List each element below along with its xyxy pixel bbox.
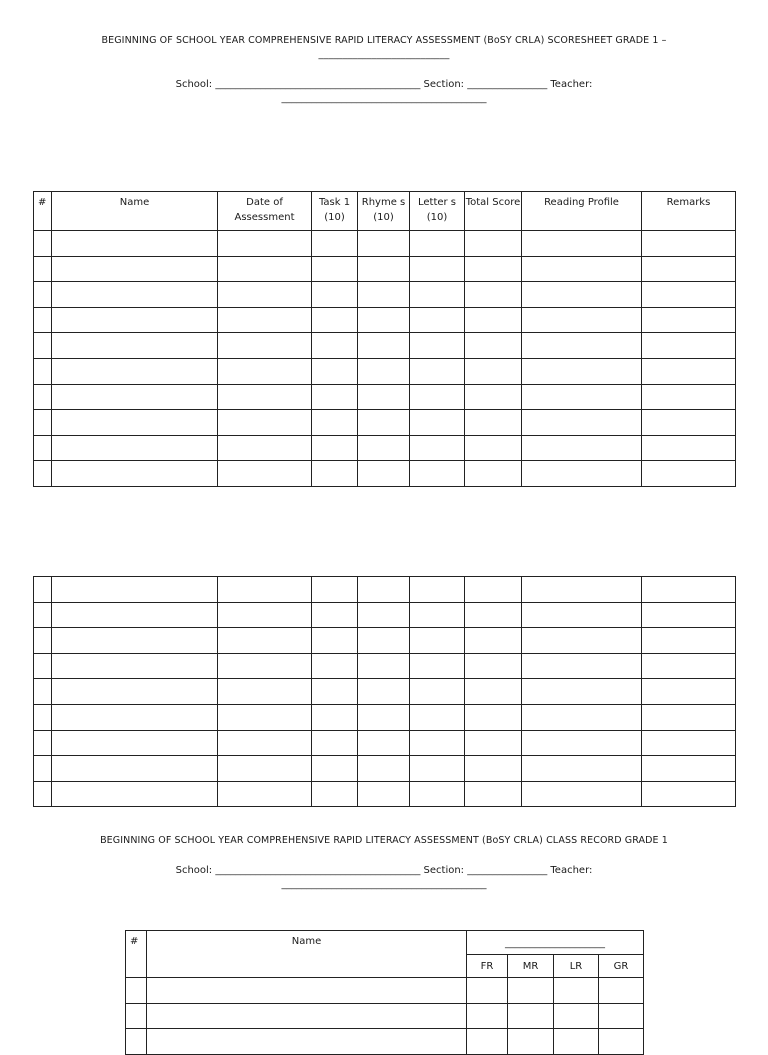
blank-cell <box>34 781 52 807</box>
blank-cell <box>522 333 642 359</box>
blank-cell <box>52 577 218 603</box>
class-record-teacher-blank: _________________________________________ <box>281 879 487 890</box>
class-record-school-line: School: _________________________________________ Section: ________________ Teacher: <box>175 865 593 876</box>
col-header-fr: FR <box>467 955 508 978</box>
blank-cell <box>52 282 218 308</box>
blank-cell <box>312 781 358 807</box>
blank-cell <box>410 679 465 705</box>
col-header-number: # <box>34 192 52 231</box>
blank-cell <box>642 231 736 257</box>
blank-cell <box>52 628 218 654</box>
table-row <box>34 358 736 384</box>
blank-cell <box>312 756 358 782</box>
blank-cell <box>465 461 522 487</box>
col-header-total: Total Score <box>465 192 522 231</box>
blank-cell <box>34 730 52 756</box>
blank-cell <box>312 461 358 487</box>
blank-cell <box>312 384 358 410</box>
blank-cell <box>358 781 410 807</box>
blank-cell <box>508 1029 554 1055</box>
blank-cell <box>52 461 218 487</box>
blank-cell <box>34 756 52 782</box>
blank-cell <box>522 679 642 705</box>
blank-cell <box>358 307 410 333</box>
blank-cell <box>358 282 410 308</box>
blank-cell <box>52 653 218 679</box>
blank-cell <box>52 602 218 628</box>
blank-cell <box>218 653 312 679</box>
blank-cell <box>52 704 218 730</box>
col-header-remarks: Remarks <box>642 192 736 231</box>
blank-cell <box>218 781 312 807</box>
blank-cell <box>34 256 52 282</box>
blank-cell <box>554 1003 599 1029</box>
blank-cell <box>410 781 465 807</box>
blank-cell <box>467 1029 508 1055</box>
blank-cell <box>410 602 465 628</box>
blank-cell <box>312 282 358 308</box>
blank-cell <box>147 1003 467 1029</box>
col-header-gr: GR <box>599 955 644 978</box>
blank-cell <box>522 231 642 257</box>
scoresheet-title-blank: ___________________________ <box>318 49 450 60</box>
blank-cell <box>147 1029 467 1055</box>
class-record-header-row <box>126 931 644 955</box>
blank-cell <box>410 756 465 782</box>
blank-cell <box>312 435 358 461</box>
col-header-lr: LR <box>554 955 599 978</box>
blank-cell <box>410 461 465 487</box>
blank-cell <box>642 384 736 410</box>
blank-cell <box>410 435 465 461</box>
class-record-col-number: # <box>126 931 147 978</box>
blank-cell <box>218 730 312 756</box>
blank-cell <box>642 730 736 756</box>
blank-cell <box>522 461 642 487</box>
blank-cell <box>52 679 218 705</box>
table-row <box>34 461 736 487</box>
blank-cell <box>642 781 736 807</box>
blank-cell <box>358 358 410 384</box>
class-record-row <box>126 978 644 1004</box>
blank-cell <box>34 679 52 705</box>
blank-cell <box>358 577 410 603</box>
blank-cell <box>126 1003 147 1029</box>
blank-cell <box>522 435 642 461</box>
blank-cell <box>642 410 736 436</box>
blank-cell <box>522 282 642 308</box>
blank-cell <box>465 628 522 654</box>
blank-cell <box>410 231 465 257</box>
blank-cell <box>34 653 52 679</box>
blank-cell <box>410 730 465 756</box>
blank-cell <box>312 628 358 654</box>
scoresheet-body <box>34 231 736 487</box>
blank-cell <box>465 781 522 807</box>
col-header-mr: MR <box>508 955 554 978</box>
table-row <box>34 704 736 730</box>
blank-cell <box>642 756 736 782</box>
blank-cell <box>147 978 467 1004</box>
blank-cell <box>522 756 642 782</box>
class-record-group-blank: ____________________ <box>467 931 644 955</box>
class-record-body <box>126 978 644 1055</box>
blank-cell <box>312 653 358 679</box>
blank-cell <box>34 577 52 603</box>
blank-cell <box>522 256 642 282</box>
blank-cell <box>312 307 358 333</box>
col-header-letters: Letter s (10) <box>410 192 465 231</box>
class-record-title: BEGINNING OF SCHOOL YEAR COMPREHENSIVE RAPID LITERACY ASSESSMENT (BoSY CRLA) CLASS RECORD GRADE 1 <box>100 835 668 846</box>
blank-cell <box>410 410 465 436</box>
table-row <box>34 384 736 410</box>
blank-cell <box>465 410 522 436</box>
blank-cell <box>218 602 312 628</box>
blank-cell <box>522 358 642 384</box>
blank-cell <box>218 256 312 282</box>
blank-cell <box>642 435 736 461</box>
blank-cell <box>642 282 736 308</box>
blank-cell <box>410 704 465 730</box>
table-row <box>34 679 736 705</box>
col-header-rhymes: Rhyme s (10) <box>358 192 410 231</box>
blank-cell <box>34 410 52 436</box>
blank-cell <box>312 256 358 282</box>
blank-cell <box>312 577 358 603</box>
blank-cell <box>465 384 522 410</box>
blank-cell <box>34 384 52 410</box>
blank-cell <box>467 1003 508 1029</box>
col-header-profile: Reading Profile <box>522 192 642 231</box>
blank-cell <box>522 384 642 410</box>
col-header-task1: Task 1 (10) <box>312 192 358 231</box>
blank-cell <box>522 628 642 654</box>
blank-cell <box>358 256 410 282</box>
col-header-name: Name <box>52 192 218 231</box>
scoresheet-continued-body <box>34 577 736 807</box>
blank-cell <box>34 704 52 730</box>
blank-cell <box>465 333 522 359</box>
blank-cell <box>599 978 644 1004</box>
blank-cell <box>358 461 410 487</box>
blank-cell <box>358 410 410 436</box>
table-row <box>34 577 736 603</box>
blank-cell <box>410 333 465 359</box>
blank-cell <box>465 256 522 282</box>
blank-cell <box>410 358 465 384</box>
blank-cell <box>642 256 736 282</box>
blank-cell <box>465 653 522 679</box>
blank-cell <box>34 358 52 384</box>
blank-cell <box>218 628 312 654</box>
table-row <box>34 256 736 282</box>
blank-cell <box>465 358 522 384</box>
blank-cell <box>358 333 410 359</box>
class-record-row <box>126 1029 644 1055</box>
blank-cell <box>642 307 736 333</box>
blank-cell <box>52 384 218 410</box>
scoresheet-title: BEGINNING OF SCHOOL YEAR COMPREHENSIVE RAPID LITERACY ASSESSMENT (BoSY CRLA) SCORESHEET GRADE 1 – <box>101 35 667 46</box>
blank-cell <box>312 704 358 730</box>
blank-cell <box>522 730 642 756</box>
blank-cell <box>218 704 312 730</box>
blank-cell <box>34 602 52 628</box>
blank-cell <box>52 307 218 333</box>
blank-cell <box>465 602 522 628</box>
blank-cell <box>126 1029 147 1055</box>
blank-cell <box>312 730 358 756</box>
blank-cell <box>126 978 147 1004</box>
blank-cell <box>52 781 218 807</box>
table-row <box>34 756 736 782</box>
blank-cell <box>642 577 736 603</box>
blank-cell <box>465 577 522 603</box>
blank-cell <box>34 628 52 654</box>
blank-cell <box>358 756 410 782</box>
blank-cell <box>410 577 465 603</box>
blank-cell <box>218 410 312 436</box>
blank-cell <box>52 231 218 257</box>
blank-cell <box>465 679 522 705</box>
table-row <box>34 333 736 359</box>
blank-cell <box>358 231 410 257</box>
blank-cell <box>358 704 410 730</box>
blank-cell <box>410 653 465 679</box>
blank-cell <box>410 384 465 410</box>
blank-cell <box>642 628 736 654</box>
blank-cell <box>312 231 358 257</box>
table-row <box>34 410 736 436</box>
blank-cell <box>218 384 312 410</box>
blank-cell <box>465 704 522 730</box>
blank-cell <box>465 756 522 782</box>
blank-cell <box>465 307 522 333</box>
blank-cell <box>358 653 410 679</box>
blank-cell <box>312 333 358 359</box>
blank-cell <box>52 756 218 782</box>
table-row <box>34 730 736 756</box>
blank-cell <box>34 333 52 359</box>
col-header-date: Date of Assessment <box>218 192 312 231</box>
blank-cell <box>218 435 312 461</box>
blank-cell <box>34 307 52 333</box>
blank-cell <box>467 978 508 1004</box>
blank-cell <box>358 679 410 705</box>
blank-cell <box>52 435 218 461</box>
blank-cell <box>52 256 218 282</box>
blank-cell <box>554 1029 599 1055</box>
blank-cell <box>358 384 410 410</box>
scoresheet-table <box>33 191 736 487</box>
class-record-row <box>126 1003 644 1029</box>
blank-cell <box>312 679 358 705</box>
blank-cell <box>465 730 522 756</box>
blank-cell <box>522 602 642 628</box>
blank-cell <box>358 730 410 756</box>
blank-cell <box>642 602 736 628</box>
blank-cell <box>218 756 312 782</box>
table-row <box>34 628 736 654</box>
blank-cell <box>465 435 522 461</box>
blank-cell <box>218 358 312 384</box>
blank-cell <box>554 978 599 1004</box>
blank-cell <box>218 679 312 705</box>
table-row <box>34 602 736 628</box>
blank-cell <box>34 461 52 487</box>
table-row <box>34 653 736 679</box>
blank-cell <box>312 358 358 384</box>
header-row <box>34 192 736 231</box>
blank-cell <box>599 1003 644 1029</box>
blank-cell <box>52 410 218 436</box>
blank-cell <box>522 781 642 807</box>
blank-cell <box>218 333 312 359</box>
blank-cell <box>642 679 736 705</box>
blank-cell <box>642 333 736 359</box>
blank-cell <box>358 435 410 461</box>
blank-cell <box>358 602 410 628</box>
blank-cell <box>218 231 312 257</box>
blank-cell <box>312 602 358 628</box>
blank-cell <box>52 730 218 756</box>
blank-cell <box>34 231 52 257</box>
blank-cell <box>522 410 642 436</box>
blank-cell <box>218 577 312 603</box>
blank-cell <box>642 653 736 679</box>
blank-cell <box>508 1003 554 1029</box>
blank-cell <box>599 1029 644 1055</box>
blank-cell <box>34 435 52 461</box>
table-row <box>34 781 736 807</box>
blank-cell <box>52 358 218 384</box>
class-record-table <box>125 930 644 1055</box>
blank-cell <box>522 577 642 603</box>
blank-cell <box>218 307 312 333</box>
blank-cell <box>642 358 736 384</box>
blank-cell <box>522 704 642 730</box>
table-row <box>34 307 736 333</box>
blank-cell <box>522 307 642 333</box>
blank-cell <box>410 307 465 333</box>
scoresheet-teacher-blank: _________________________________________ <box>281 93 487 104</box>
scoresheet-table-continued <box>33 576 736 807</box>
blank-cell <box>218 282 312 308</box>
blank-cell <box>522 653 642 679</box>
blank-cell <box>358 628 410 654</box>
scoresheet-school-line: School: _________________________________________ Section: ________________ Teacher: <box>175 79 593 90</box>
blank-cell <box>465 231 522 257</box>
blank-cell <box>312 410 358 436</box>
blank-cell <box>508 978 554 1004</box>
blank-cell <box>218 461 312 487</box>
blank-cell <box>642 704 736 730</box>
blank-cell <box>410 628 465 654</box>
blank-cell <box>465 282 522 308</box>
blank-cell <box>410 256 465 282</box>
table-row <box>34 282 736 308</box>
class-record-col-name: Name <box>147 931 467 978</box>
blank-cell <box>410 282 465 308</box>
blank-cell <box>642 461 736 487</box>
blank-cell <box>52 333 218 359</box>
blank-cell <box>34 282 52 308</box>
table-row <box>34 435 736 461</box>
table-row <box>34 231 736 257</box>
